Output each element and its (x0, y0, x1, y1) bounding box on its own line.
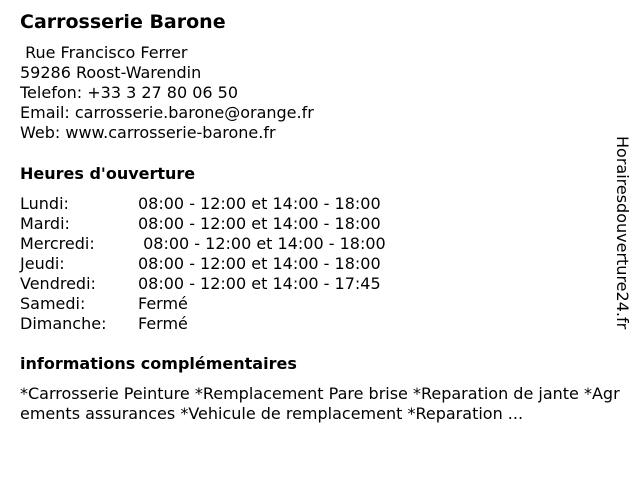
day-hours: 08:00 - 12:00 et 14:00 - 18:00 (138, 254, 381, 273)
day-hours: 08:00 - 12:00 et 14:00 - 17:45 (138, 274, 381, 293)
hours-row-friday (20, 274, 386, 294)
hours-row-monday (20, 194, 386, 214)
hours-row-saturday (20, 294, 386, 314)
additional-info-heading: informations complémentaires (20, 354, 297, 373)
day-hours: 08:00 - 12:00 et 14:00 - 18:00 (138, 194, 381, 213)
day-hours: Fermé (138, 314, 188, 333)
hours-row-thursday (20, 254, 386, 274)
address-block (20, 43, 314, 143)
day-label: Mercredi: (20, 234, 95, 253)
street-address: Rue Francisco Ferrer (20, 43, 188, 62)
email-address: Email: carrosserie.barone@orange.fr (20, 103, 314, 122)
hours-row-sunday (20, 314, 386, 334)
postal-city: 59286 Roost-Warendin (20, 63, 202, 82)
day-label: Lundi: (20, 194, 69, 213)
day-hours: 08:00 - 12:00 et 14:00 - 18:00 (138, 214, 381, 233)
hours-row-tuesday (20, 214, 386, 234)
business-name: Carrosserie Barone (20, 11, 226, 33)
phone-number: Telefon: +33 3 27 80 06 50 (20, 83, 239, 102)
day-label: Mardi: (20, 214, 70, 233)
day-label: Samedi: (20, 294, 86, 313)
opening-hours-heading: Heures d'ouverture (20, 164, 196, 183)
website: Web: www.carrosserie-barone.fr (20, 123, 276, 142)
day-label: Dimanche: (20, 314, 107, 333)
hours-row-wednesday (20, 234, 386, 254)
site-watermark: Horairesdouverture24.fr (613, 136, 632, 330)
day-hours: 08:00 - 12:00 et 14:00 - 18:00 (138, 234, 386, 253)
day-hours: Fermé (138, 294, 188, 313)
opening-hours-table (20, 194, 386, 334)
additional-info-text: *Carrosserie Peinture *Remplacement Pare brise *Reparation de jante *Agrements assurances *Vehicule de remplacement *Reparation ... (20, 384, 620, 423)
day-label: Jeudi: (20, 254, 65, 273)
day-label: Vendredi: (20, 274, 96, 293)
